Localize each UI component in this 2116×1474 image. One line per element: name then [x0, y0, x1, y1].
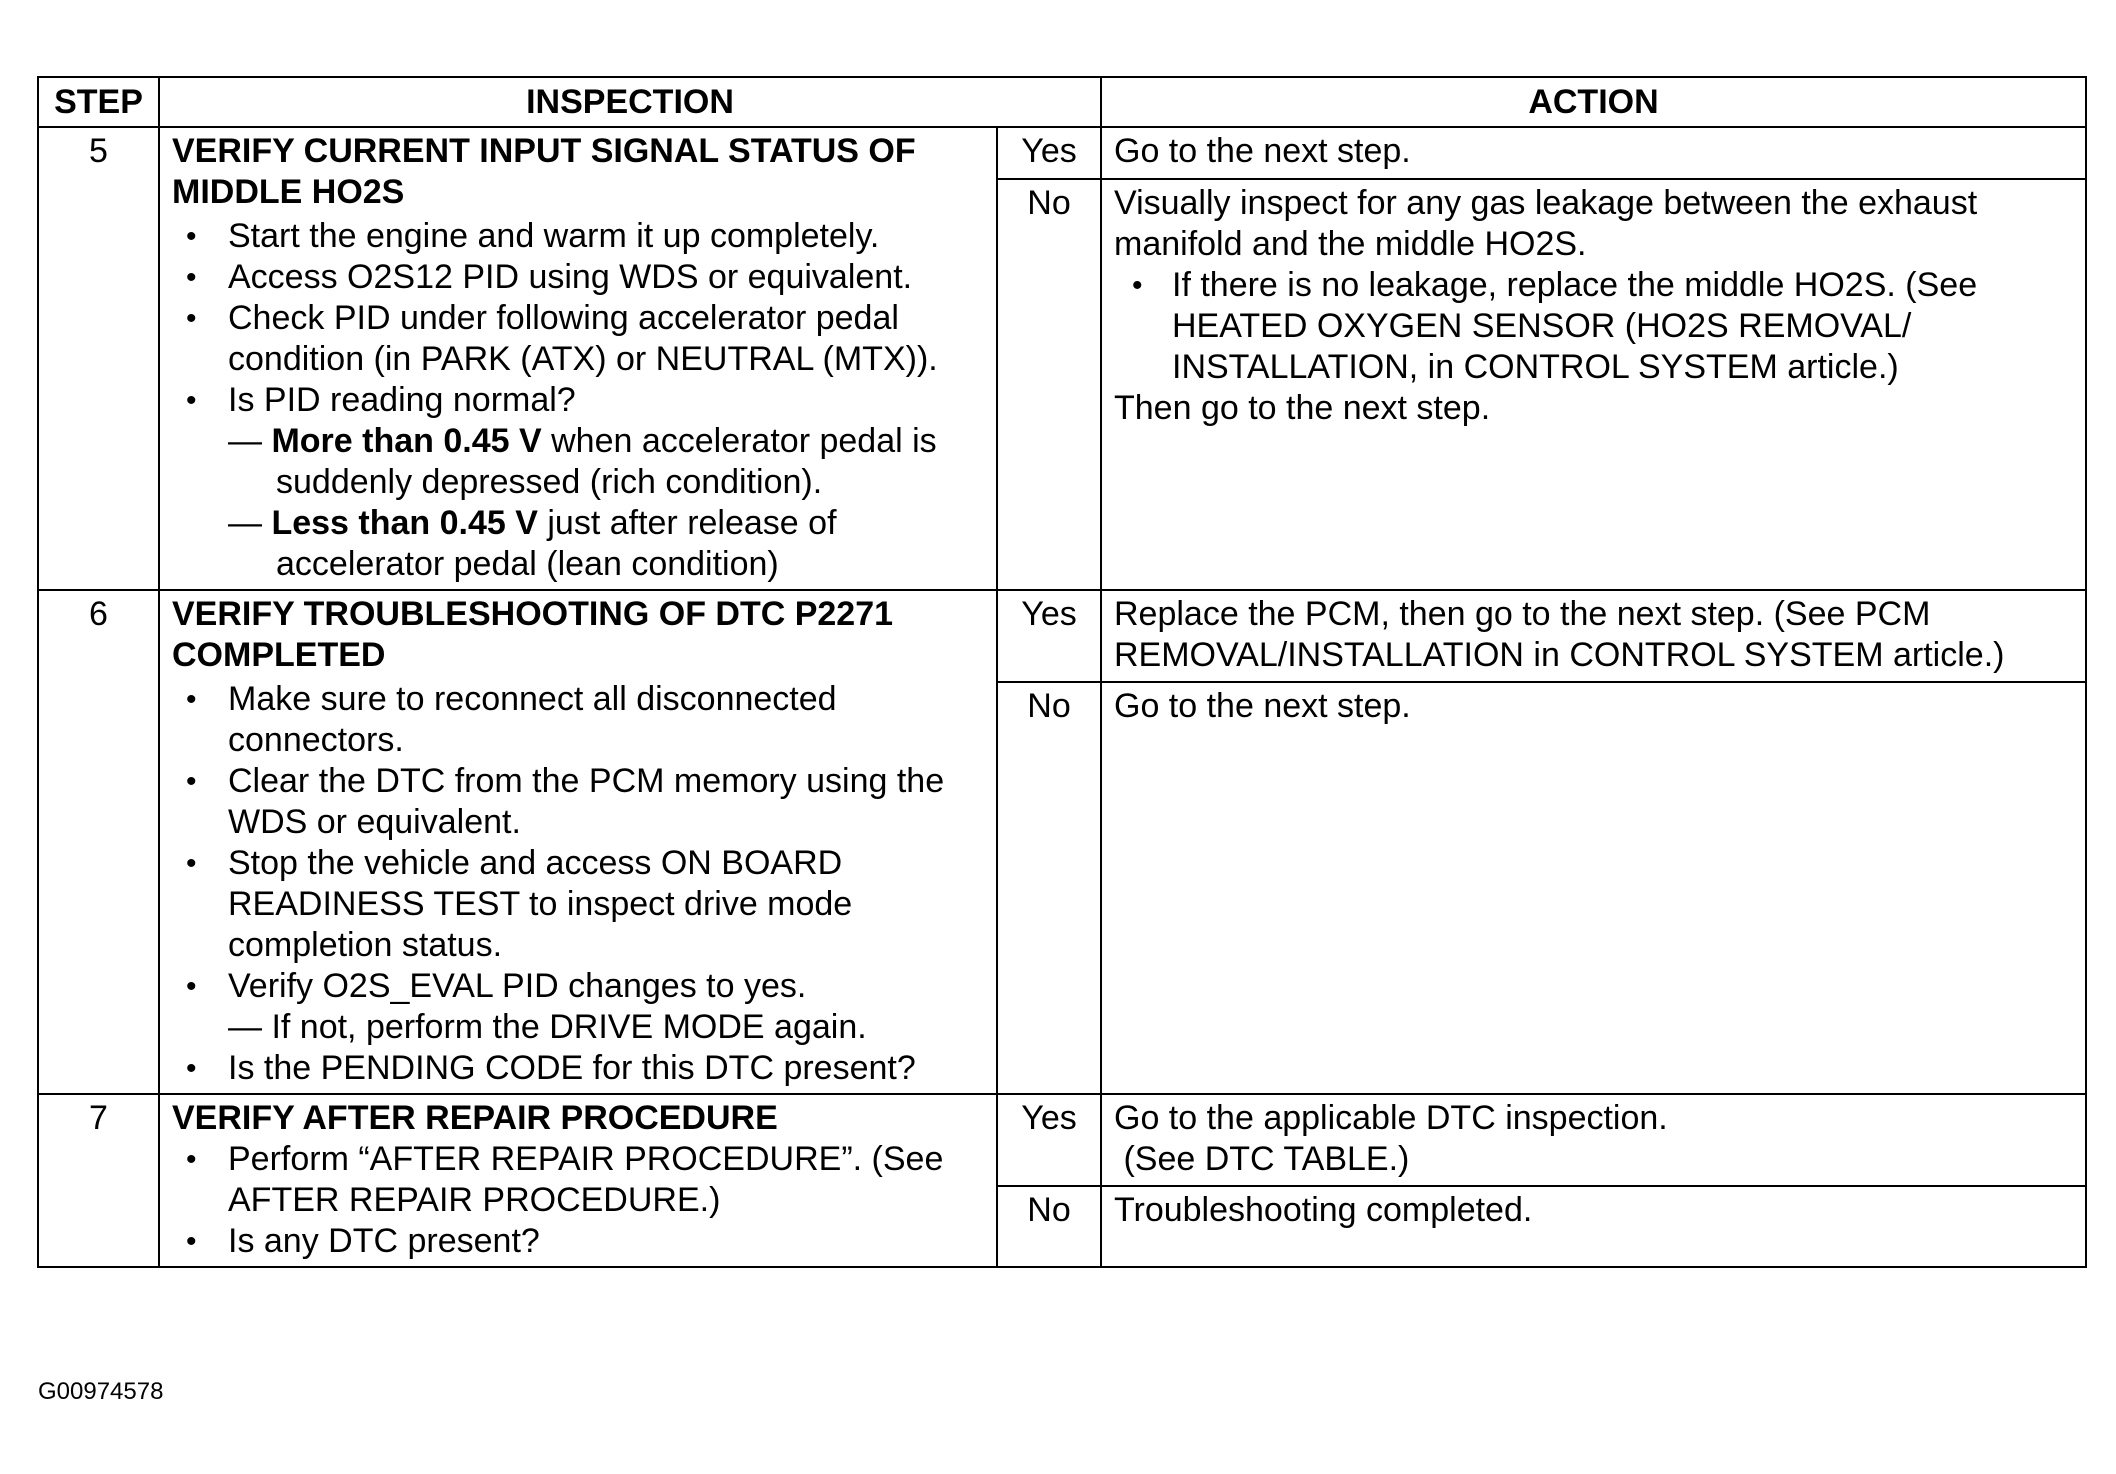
- inspection-title: VERIFY CURRENT INPUT SIGNAL STATUS OF MIDDLE HO2S: [172, 132, 916, 211]
- inspection-list: [172, 679, 984, 1089]
- step-7-yes-row: [38, 1094, 2086, 1186]
- header-inspection: INSPECTION: [159, 77, 1101, 127]
- list-item: • Check PID under following accelerator pedal condition (in PARK (ATX) or NEUTRAL (MTX)).: [186, 298, 984, 380]
- header-step: STEP: [38, 77, 159, 127]
- list-item: • Verify O2S_EVAL PID changes to yes. — If not, perform the DRIVE MODE again.: [186, 966, 984, 1048]
- no-label: No: [997, 1186, 1101, 1267]
- yes-action: Replace the PCM, then go to the next step. (See PCM REMOVAL/INSTALLATION in CONTROL SYSTEM article.): [1101, 590, 2086, 682]
- list-item: • Is PID reading normal? — More than 0.45 V when accelerator pedal is suddenly depressed (rich condition). — Less than 0.45 V just after release of accelerator pedal (lean condition): [186, 380, 984, 585]
- step-number: 6: [38, 590, 159, 1094]
- header-action: ACTION: [1101, 77, 2086, 127]
- list-item: • Stop the vehicle and access ON BOARD READINESS TEST to inspect drive mode completion status.: [186, 843, 984, 966]
- yes-label: Yes: [997, 1094, 1101, 1186]
- list-item: • Make sure to reconnect all disconnected connectors.: [186, 679, 984, 761]
- yes-label: Yes: [997, 590, 1101, 682]
- no-label: No: [997, 179, 1101, 590]
- step-number: 7: [38, 1094, 159, 1267]
- yes-action: Go to the next step.: [1101, 127, 2086, 179]
- sub-item: — Less than 0.45 V just after release of accelerator pedal (lean condition): [228, 504, 837, 583]
- yes-label: Yes: [997, 127, 1101, 179]
- step-number: 5: [38, 127, 159, 590]
- header-row: [38, 77, 2086, 127]
- inspection-cell: [159, 127, 997, 590]
- inspection-title: VERIFY TROUBLESHOOTING OF DTC P2271 COMPLETED: [172, 595, 894, 674]
- no-action: Visually inspect for any gas leakage between the exhaust manifold and the middle HO2S. • If there is no leakage, replace the middle HO2S. (See HEATED OXYGEN SENSOR (HO2S REMOVAL/ INSTALLATION, in CONTROL SYSTEM article.) Then go to the next step.: [1101, 179, 2086, 590]
- no-action: Go to the next step.: [1101, 682, 2086, 1094]
- sub-item: — If not, perform the DRIVE MODE again.: [228, 1008, 867, 1046]
- list-item: • Access O2S12 PID using WDS or equivalent.: [186, 257, 984, 298]
- step-5-yes-row: [38, 127, 2086, 179]
- step-6-yes-row: [38, 590, 2086, 682]
- list-item: • Is the PENDING CODE for this DTC present?: [186, 1048, 984, 1089]
- inspection-title: VERIFY AFTER REPAIR PROCEDURE: [172, 1099, 778, 1137]
- no-label: No: [997, 682, 1101, 1094]
- list-item: • Clear the DTC from the PCM memory using the WDS or equivalent.: [186, 761, 984, 843]
- list-item: • Is any DTC present?: [186, 1221, 984, 1262]
- list-item: • Perform “AFTER REPAIR PROCEDURE”. (See AFTER REPAIR PROCEDURE.): [186, 1139, 984, 1221]
- inspection-list: [172, 1139, 984, 1262]
- inspection-list: [172, 216, 984, 585]
- list-item: • Start the engine and warm it up completely.: [186, 216, 984, 257]
- no-action: Troubleshooting completed.: [1101, 1186, 2086, 1267]
- inspection-cell: [159, 590, 997, 1094]
- troubleshooting-table: [37, 76, 2087, 1268]
- yes-action: Go to the applicable DTC inspection. (See DTC TABLE.): [1101, 1094, 2086, 1186]
- sub-item: — More than 0.45 V when accelerator pedal is suddenly depressed (rich condition).: [228, 422, 937, 501]
- figure-id: G00974578: [38, 1378, 164, 1405]
- inspection-cell: [159, 1094, 997, 1267]
- list-item: • If there is no leakage, replace the middle HO2S. (See HEATED OXYGEN SENSOR (HO2S REMOVAL/ INSTALLATION, in CONTROL SYSTEM article.): [1132, 265, 2073, 388]
